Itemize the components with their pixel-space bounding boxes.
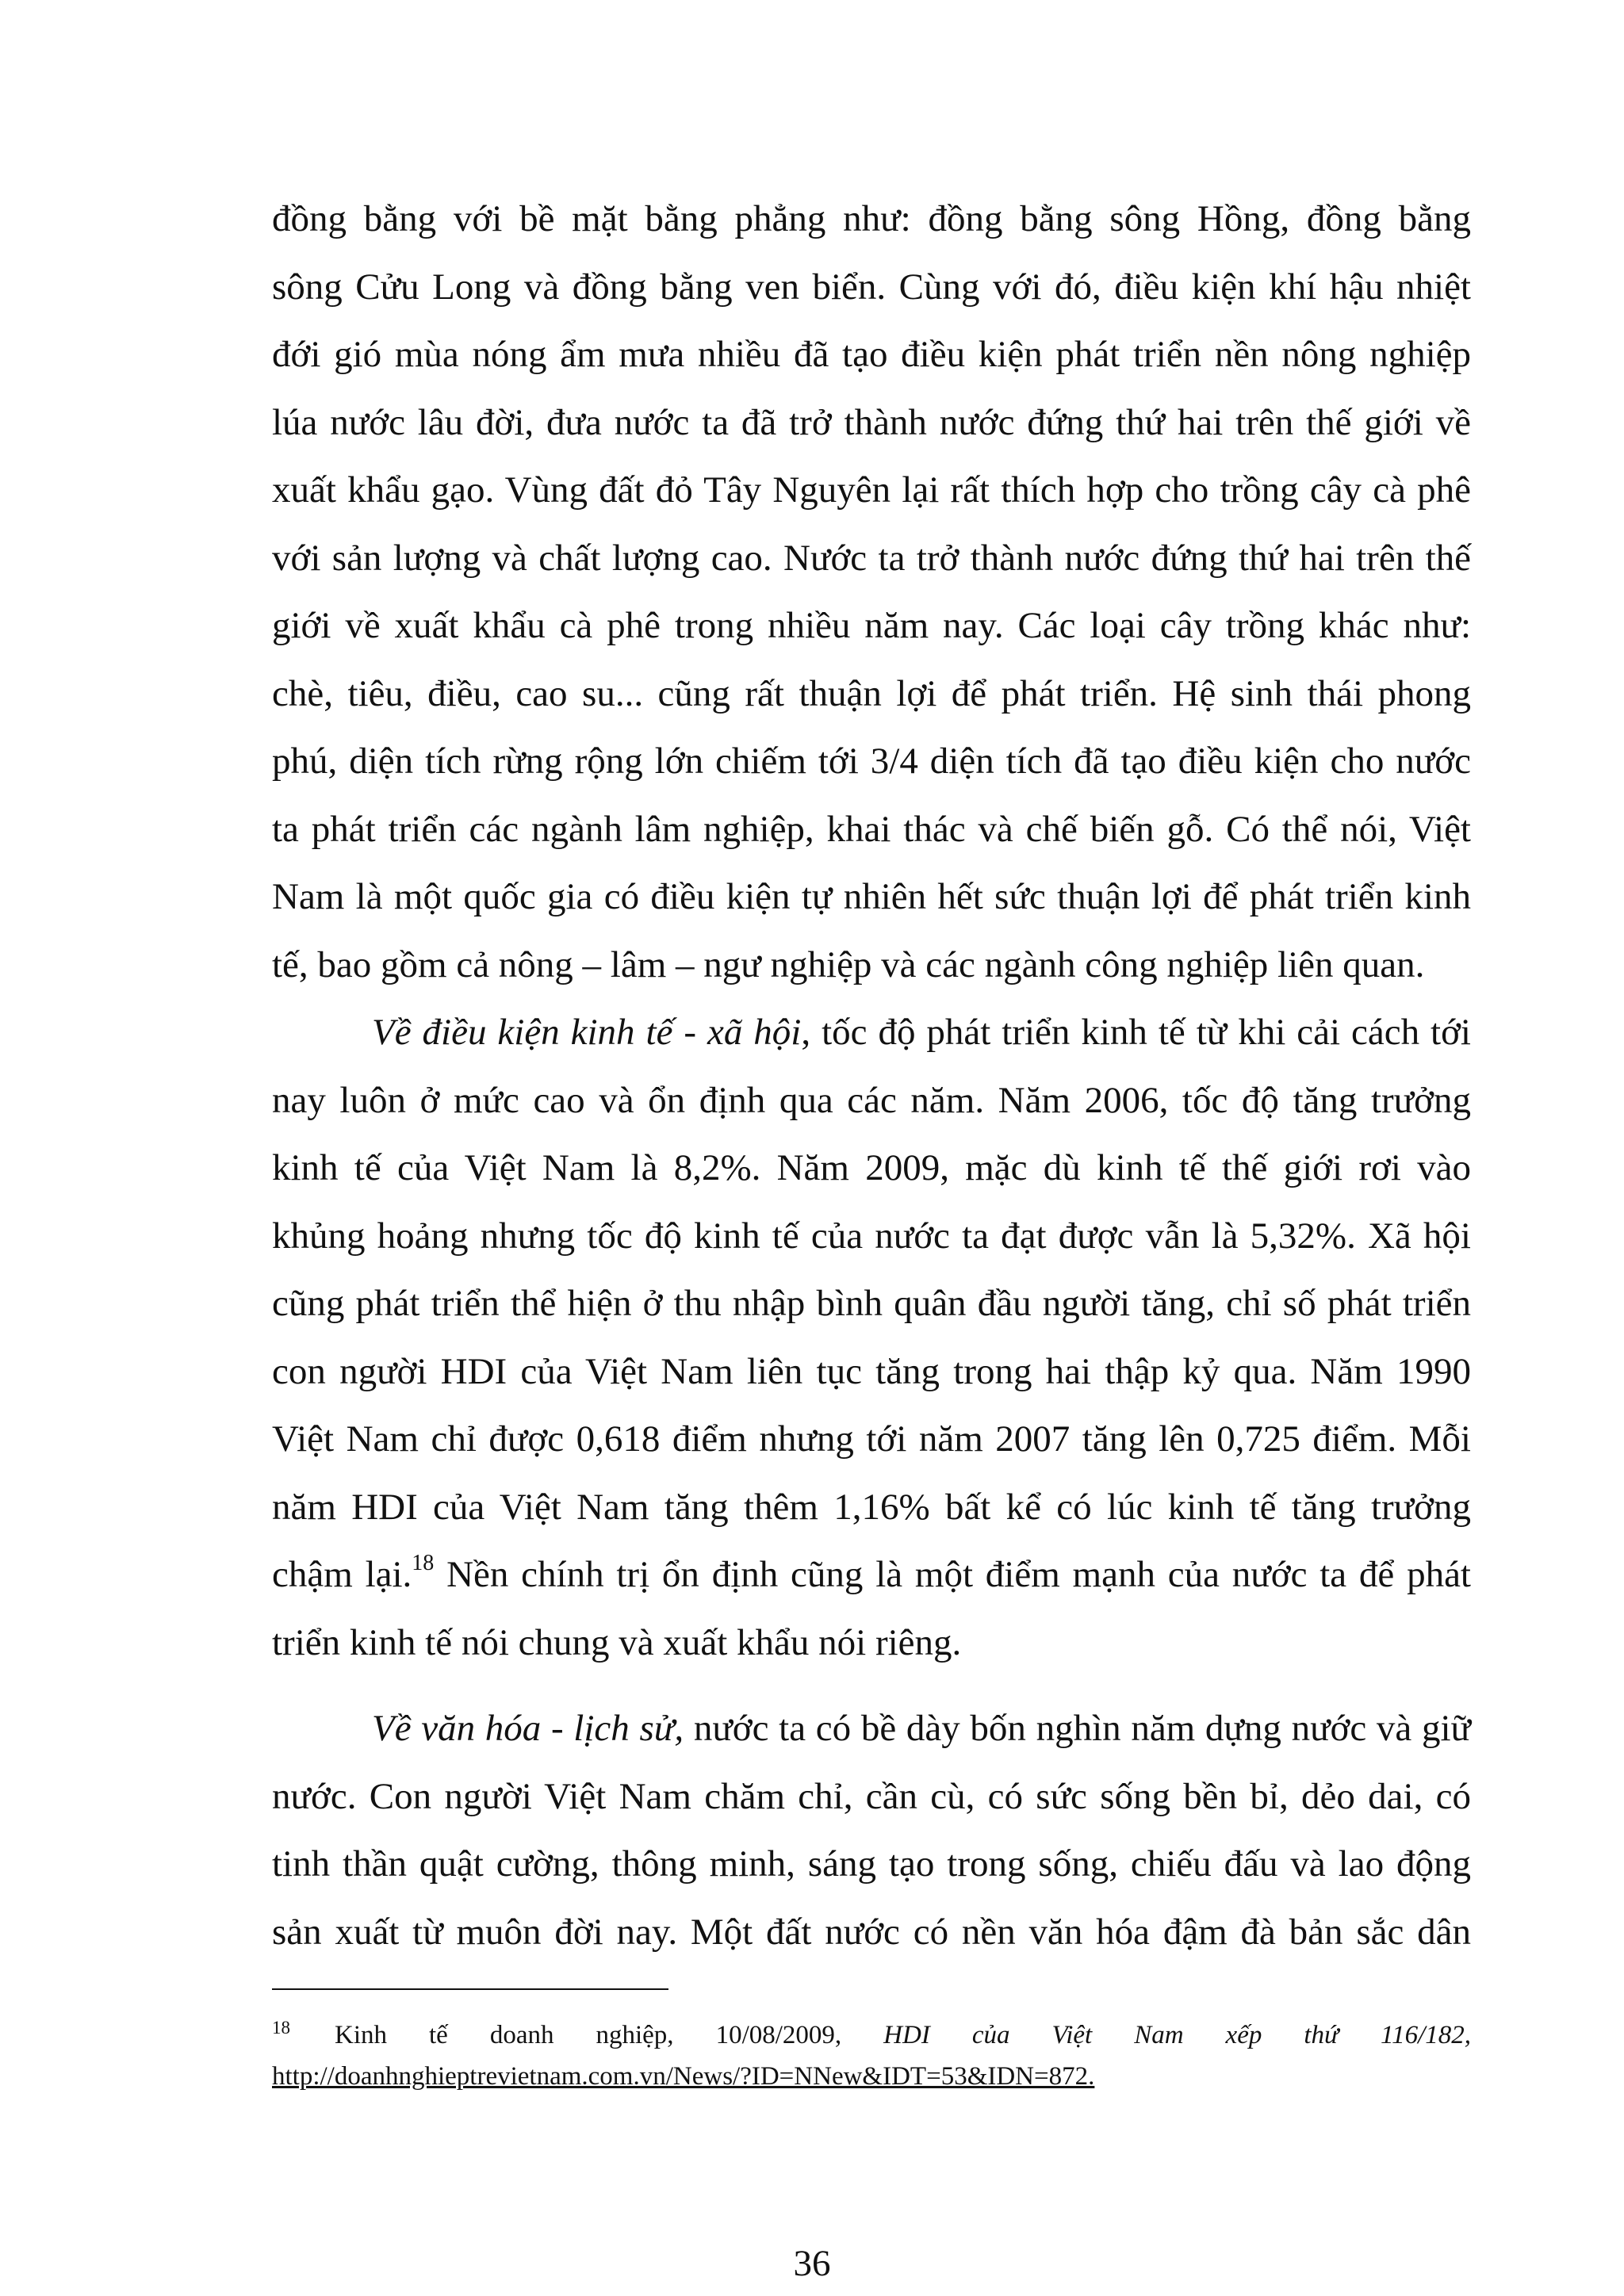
paragraph-line: phú, diện tích rừng rộng lớn chiếm tới 3/4 diện tích đã tạo điều kiện cho nước	[272, 740, 1471, 782]
lead-rest-text: nước ta có bề dày bốn nghìn năm dựng nước và giữ	[684, 1708, 1472, 1749]
paragraph-line: với sản lượng và chất lượng cao. Nước ta trở thành nước đứng thứ hai trên thế	[272, 537, 1471, 579]
paragraph-line-with-footnote	[272, 1541, 1471, 1609]
footnote-title: HDI của Việt Nam xếp thứ 116/182,	[883, 2021, 1471, 2049]
footnote-url-link[interactable]: http://doanhnghieptrevietnam.com.vn/News/?ID=NNew&IDT=53&IDN=872.	[272, 2062, 1095, 2091]
footnote-reference[interactable]: 18	[412, 1551, 435, 1576]
paragraph-culture-history	[272, 1695, 1471, 1966]
paragraph-line: chè, tiêu, điều, cao su... cũng rất thuận lợi để phát triển. Hệ sinh thái phong	[272, 672, 1471, 714]
paragraph-line: tế, bao gồm cả nông – lâm – ngư nghiệp và các ngành công nghiệp liên quan.	[272, 943, 1425, 985]
italic-lead-phrase: Về điều kiện kinh tế - xã hội	[372, 1012, 802, 1053]
paragraph-line: đồng bằng với bề mặt bằng phẳng như: đồng bằng sông Hồng, đồng bằng	[272, 198, 1471, 239]
paragraph-line: lúa nước lâu đời, đưa nước ta đã trở thành nước đứng thứ hai trên thế giới về	[272, 401, 1471, 443]
text-after-ref: Nền chính trị ổn định cũng là một điểm mạnh của nước ta để phát	[434, 1554, 1471, 1595]
page-number: 36	[793, 2243, 831, 2284]
paragraph-first-line	[272, 1695, 1471, 1763]
paragraph-line: xuất khẩu gạo. Vùng đất đỏ Tây Nguyên lại rất thích hợp cho trồng cây cà phê	[272, 469, 1471, 511]
italic-lead-phrase: Về văn hóa - lịch sử,	[372, 1708, 684, 1749]
footnote-source: Kinh tế doanh nghiệp, 10/08/2009,	[335, 2021, 884, 2049]
footnote-number: 18	[272, 2018, 290, 2038]
paragraph-line: ta phát triển các ngành lâm nghiệp, khai thác và chế biến gỗ. Có thể nói, Việt	[272, 808, 1471, 850]
paragraph-natural-conditions	[272, 186, 1471, 999]
paragraph-line: sông Cửu Long và đồng bằng ven biển. Cùng với đó, điều kiện khí hậu nhiệt	[272, 266, 1471, 308]
footnote-line	[272, 2056, 1471, 2097]
paragraph-line: giới về xuất khẩu cà phê trong nhiều năm nay. Các loại cây trồng khác như:	[272, 605, 1471, 646]
paragraph-line: Việt Nam chỉ được 0,618 điểm nhưng tới năm 2007 tăng lên 0,725 điểm. Mỗi	[272, 1418, 1471, 1460]
footnote-line	[272, 2015, 1471, 2056]
paragraph-line: con người HDI của Việt Nam liên tục tăng trong hai thập kỷ qua. Năm 1990	[272, 1350, 1471, 1392]
paragraph-line: triển kinh tế nói chung và xuất khẩu nói riêng.	[272, 1621, 962, 1663]
paragraph-line: tinh thần quật cường, thông minh, sáng tạo trong sống, chiếu đấu và lao động	[272, 1843, 1471, 1885]
paragraph-line: kinh tế của Việt Nam là 8,2%. Năm 2009, mặc dù kinh tế thế giới rơi vào	[272, 1147, 1471, 1188]
paragraph-line: nay luôn ở mức cao và ổn định qua các năm. Năm 2006, tốc độ tăng trưởng	[272, 1079, 1471, 1121]
footnote	[272, 2015, 1471, 2097]
paragraph-line: nước. Con người Việt Nam chăm chỉ, cần cù, có sức sống bền bỉ, dẻo dai, có	[272, 1775, 1471, 1817]
text-before-ref: chậm lại.	[272, 1554, 412, 1595]
paragraph-line: sản xuất từ muôn đời nay. Một đất nước có nền văn hóa đậm đà bản sắc dân	[272, 1911, 1471, 1953]
paragraph-line: khủng hoảng nhưng tốc độ kinh tế của nước ta đạt được vẫn là 5,32%. Xã hội	[272, 1215, 1471, 1257]
lead-rest-text: , tốc độ phát triển kinh tế từ khi cải cách tới	[801, 1012, 1471, 1053]
paragraph-line: cũng phát triển thể hiện ở thu nhập bình quân đầu người tăng, chỉ số phát triển	[272, 1283, 1471, 1324]
footnote-separator	[272, 1988, 668, 1990]
paragraph-line: đới gió mùa nóng ẩm mưa nhiều đã tạo điều kiện phát triển nền nông nghiệp	[272, 334, 1471, 375]
paragraph-line: Nam là một quốc gia có điều kiện tự nhiên hết sức thuận lợi để phát triển kinh	[272, 876, 1471, 917]
paragraph-economic-social	[272, 999, 1471, 1677]
paragraph-line: năm HDI của Việt Nam tăng thêm 1,16% bất kể có lúc kinh tế tăng trưởng	[272, 1486, 1471, 1528]
paragraph-first-line	[272, 999, 1471, 1067]
